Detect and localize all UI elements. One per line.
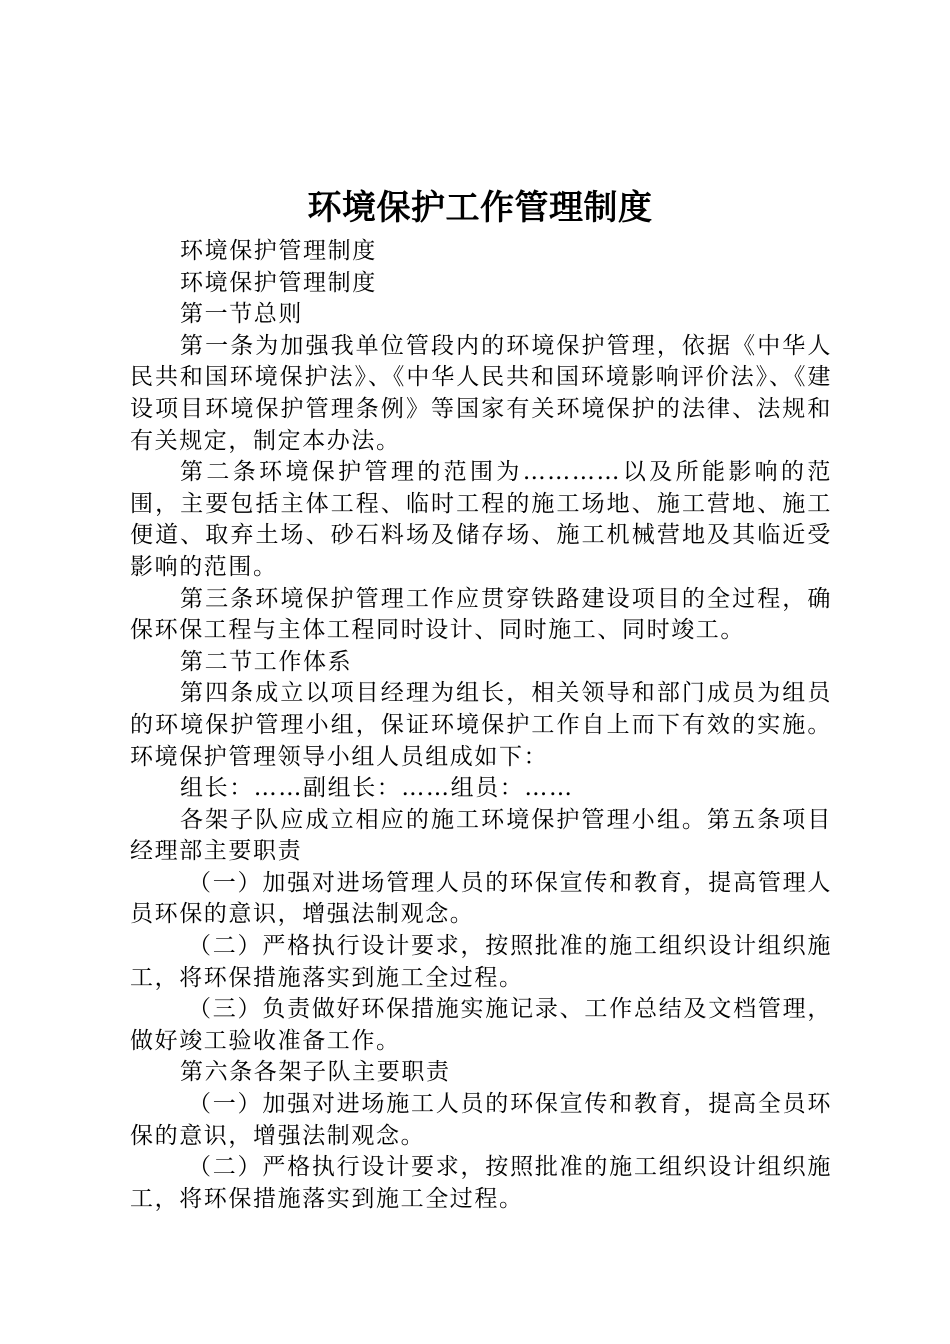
article-paragraph: 第四条成立以项目经理为组长，相关领导和部门成员为组员的环境保护管理小组，保证环境保护工作自上而下有效的实施。环境保护管理领导小组人员组成如下： bbox=[130, 680, 832, 770]
list-item-paragraph: （二）严格执行设计要求，按照批准的施工组织设计组织施工，将环保措施落实到施工全过程。 bbox=[130, 933, 832, 991]
section-heading: 第二节工作体系 bbox=[180, 648, 353, 675]
article-paragraph: 第三条环境保护管理工作应贯穿铁路建设项目的全过程，确保环保工程与主体工程同时设计、同时施工、同时竣工。 bbox=[130, 585, 832, 644]
article-paragraph: 各架子队应成立相应的施工环境保护管理小组。第五条项目经理部主要职责 bbox=[130, 806, 832, 865]
list-item-paragraph: （三）负责做好环保措施实施记录、工作总结及文档管理，做好竣工验收准备工作。 bbox=[130, 996, 832, 1054]
member-list-paragraph: 组长：……副组长：……组员：…… bbox=[180, 775, 574, 802]
list-item-paragraph: （一）加强对进场施工人员的环保宣传和教育，提高全员环保的意识，增强法制观念。 bbox=[130, 1091, 832, 1149]
paragraph-heading: 环境保护管理制度 bbox=[180, 269, 377, 296]
paragraph-heading: 环境保护管理制度 bbox=[180, 238, 377, 264]
document-title: 环境保护工作管理制度 bbox=[307, 188, 653, 228]
section-heading: 第一节总则 bbox=[180, 301, 303, 328]
article-heading: 第六条各架子队主要职责 bbox=[180, 1059, 451, 1086]
article-paragraph: 第一条为加强我单位管段内的环境保护管理，依据《中华人民共和国环境保护法》、《中华人民共和国环境影响评价法》、《建设项目环境保护管理条例》等国家有关环境保护的法律、法规和有关规定，制定本办法。 bbox=[130, 332, 832, 454]
list-item-paragraph: （一）加强对进场管理人员的环保宣传和教育，提高管理人员环保的意识，增强法制观念。 bbox=[130, 869, 832, 928]
document-body bbox=[130, 236, 832, 1215]
list-item-paragraph: （二）严格执行设计要求，按照批准的施工组织设计组织施工，将环保措施落实到施工全过程。 bbox=[130, 1154, 832, 1212]
article-paragraph: 第二条环境保护管理的范围为…………以及所能影响的范围，主要包括主体工程、临时工程的施工场地、施工营地、施工便道、取弃土场、砂石料场及储存场、施工机械营地及其临近受影响的范围。 bbox=[130, 459, 832, 580]
